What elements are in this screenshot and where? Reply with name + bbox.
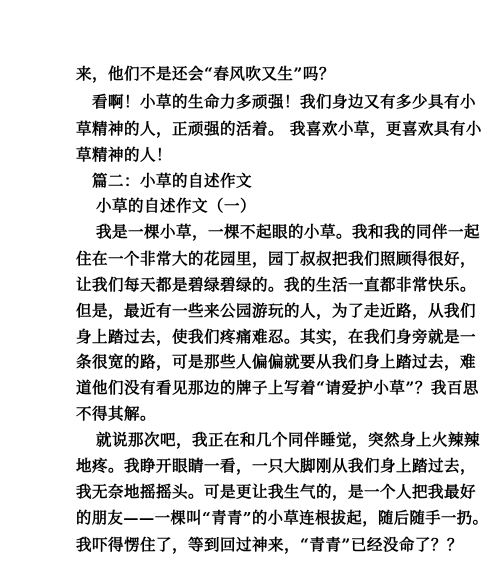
subsection-heading: 小草的自述作文（一） bbox=[96, 196, 257, 215]
text-line: 我是一棵小草，一棵不起眼的小草。我和我的同伴一起 bbox=[96, 222, 481, 241]
text-line: 我吓得愣住了，等到回过神来，“青青”已经没命了？？ bbox=[76, 535, 463, 554]
text-line: 不得其解。 bbox=[76, 404, 157, 423]
text-line: 地疼。我睁开眼睛一看，一只大脚刚从我们身上踏过去， bbox=[76, 456, 477, 475]
text-line: 的朋友——一棵叫“青青”的小草连根拔起，随后随手一扔。 bbox=[76, 509, 489, 527]
text-line: 条很宽的路，可是那些人偏偏就要从我们身上踏过去，难 bbox=[76, 352, 477, 371]
text-line: 草精神的人！ bbox=[76, 145, 173, 164]
text-line: 草精神的人，正顽强的活着。 我喜欢小草，更喜欢具有小 bbox=[76, 119, 482, 138]
text-line: 来，他们不是还会“春风吹又生”吗？ bbox=[76, 64, 335, 83]
text-line: 我无奈地摇摇头。可是更让我生气的，是一个人把我最好 bbox=[76, 482, 477, 501]
text-line: 住在一个非常大的花园里，园丁叔叔把我们照顾得很好， bbox=[76, 249, 477, 268]
text-line: 就说那次吧，我正在和几个同伴睡觉，突然身上火辣辣 bbox=[96, 430, 481, 449]
text-line: 但是，最近有一些来公园游玩的人，为了走近路，从我们 bbox=[76, 301, 477, 320]
text-line: 身上踏过去，使我们疼痛难忍。其实，在我们身旁就是一 bbox=[76, 327, 477, 346]
text-line: 让我们每天都是碧绿碧绿的。我的生活一直都非常快乐。 bbox=[76, 275, 477, 294]
section-heading: 篇二：小草的自述作文 bbox=[92, 171, 253, 190]
text-line: 道他们没有看见那边的牌子上写着“请爱护小草”？我百思 bbox=[76, 378, 479, 397]
text-line: 看啊！小草的生命力多顽强！我们身边又有多少具有小 bbox=[92, 92, 477, 111]
